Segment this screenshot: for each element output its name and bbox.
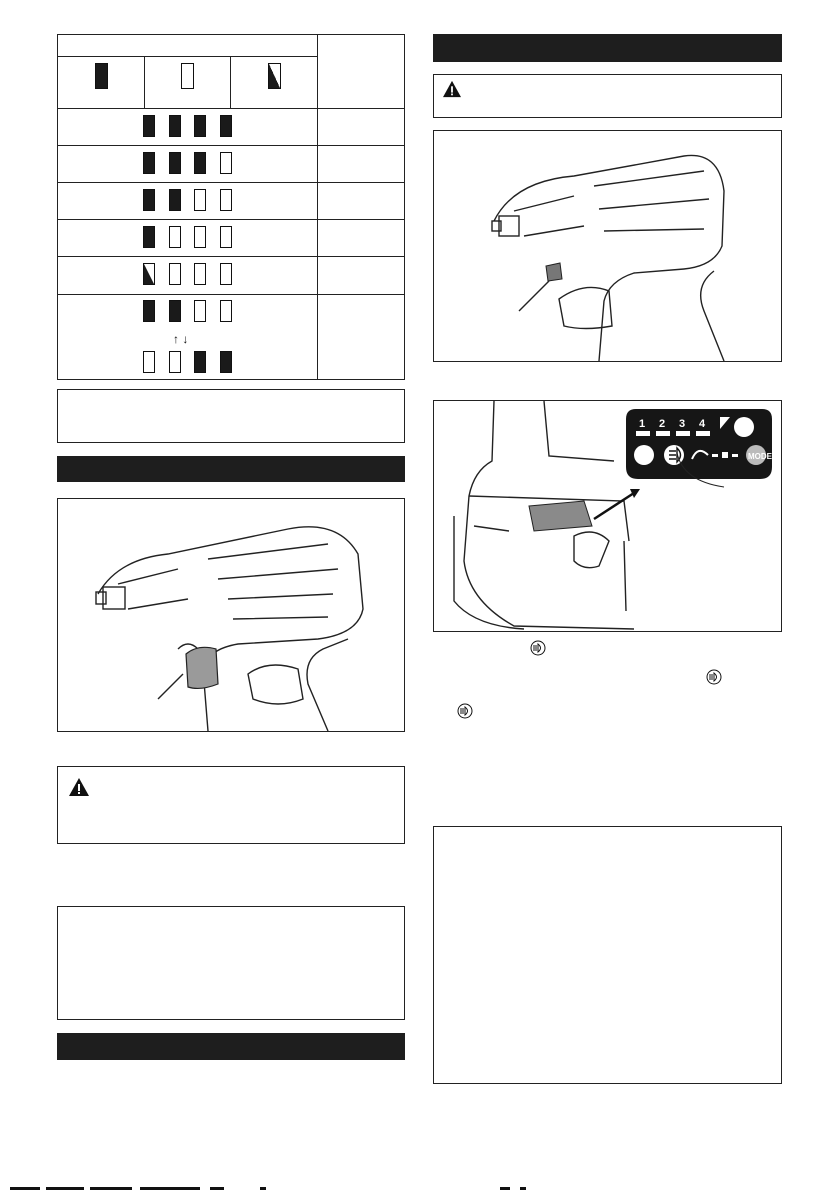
indicator-segment xyxy=(143,263,155,285)
indicator-segment xyxy=(194,189,206,211)
indicator-segment xyxy=(143,300,155,322)
indicator-segment xyxy=(220,115,232,137)
note-box xyxy=(433,826,782,1084)
impact-wrench-illustration xyxy=(58,499,404,731)
table-divider xyxy=(57,219,405,220)
speed-label-1: 1 xyxy=(639,418,646,430)
indicator-segment xyxy=(169,300,181,322)
table-divider xyxy=(57,145,405,146)
indicator-segment xyxy=(143,226,155,248)
indicator-segment xyxy=(220,263,232,285)
speed-label-2: 2 xyxy=(659,418,666,430)
table-divider xyxy=(57,182,405,183)
indicator-segment xyxy=(194,152,206,174)
indicator-segment xyxy=(169,263,181,285)
indicator-segment xyxy=(169,152,181,174)
table-divider xyxy=(230,56,231,108)
table-divider xyxy=(144,56,145,108)
light-button-icon xyxy=(706,669,722,685)
table-divider xyxy=(317,34,318,380)
indicator-segment xyxy=(143,152,155,174)
indicator-segment xyxy=(194,115,206,137)
section-header-bar xyxy=(57,1033,405,1060)
table-divider xyxy=(57,108,405,109)
footer-stripes xyxy=(0,1186,840,1192)
note-box xyxy=(57,389,405,443)
figure-tool-trigger xyxy=(57,498,405,732)
figure-control-panel xyxy=(433,400,782,632)
table-divider xyxy=(57,56,317,57)
indicator-segment xyxy=(194,351,206,373)
indicator-segment xyxy=(169,351,181,373)
indicator-segment xyxy=(220,300,232,322)
indicator-segment xyxy=(143,115,155,137)
indicator-segment xyxy=(220,189,232,211)
warning-triangle-icon xyxy=(68,777,90,797)
indicator-segment xyxy=(169,115,181,137)
indicator-segment xyxy=(194,226,206,248)
indicator-segment xyxy=(169,226,181,248)
indicator-segment xyxy=(143,189,155,211)
light-button-icon xyxy=(457,703,473,719)
indicator-segment xyxy=(194,300,206,322)
indicator-segment xyxy=(194,263,206,285)
speed-label-4: 4 xyxy=(699,418,706,430)
warning-box xyxy=(433,74,782,118)
section-header-bar xyxy=(433,34,782,62)
indicator-segment xyxy=(143,351,155,373)
warning-triangle-icon xyxy=(442,80,462,98)
warning-box xyxy=(57,766,405,844)
indicator-segment xyxy=(220,152,232,174)
leader-line xyxy=(669,451,729,501)
mode-label: MODE xyxy=(748,452,772,461)
note-box xyxy=(57,906,405,1020)
blink-arrows: ↑ ↓ xyxy=(173,332,189,346)
half-indicator-icon xyxy=(268,63,281,89)
impact-wrench-illustration xyxy=(434,131,781,361)
indicator-segment xyxy=(169,189,181,211)
light-button-icon xyxy=(530,640,546,656)
indicator-segment xyxy=(220,351,232,373)
speed-label-3: 3 xyxy=(679,418,686,430)
table-divider xyxy=(57,256,405,257)
section-header-bar xyxy=(57,456,405,482)
hollow-indicator-icon xyxy=(181,63,194,89)
figure-tool-lamp xyxy=(433,130,782,362)
table-divider xyxy=(57,294,405,295)
indicator-segment xyxy=(220,226,232,248)
solid-indicator-icon xyxy=(95,63,108,89)
